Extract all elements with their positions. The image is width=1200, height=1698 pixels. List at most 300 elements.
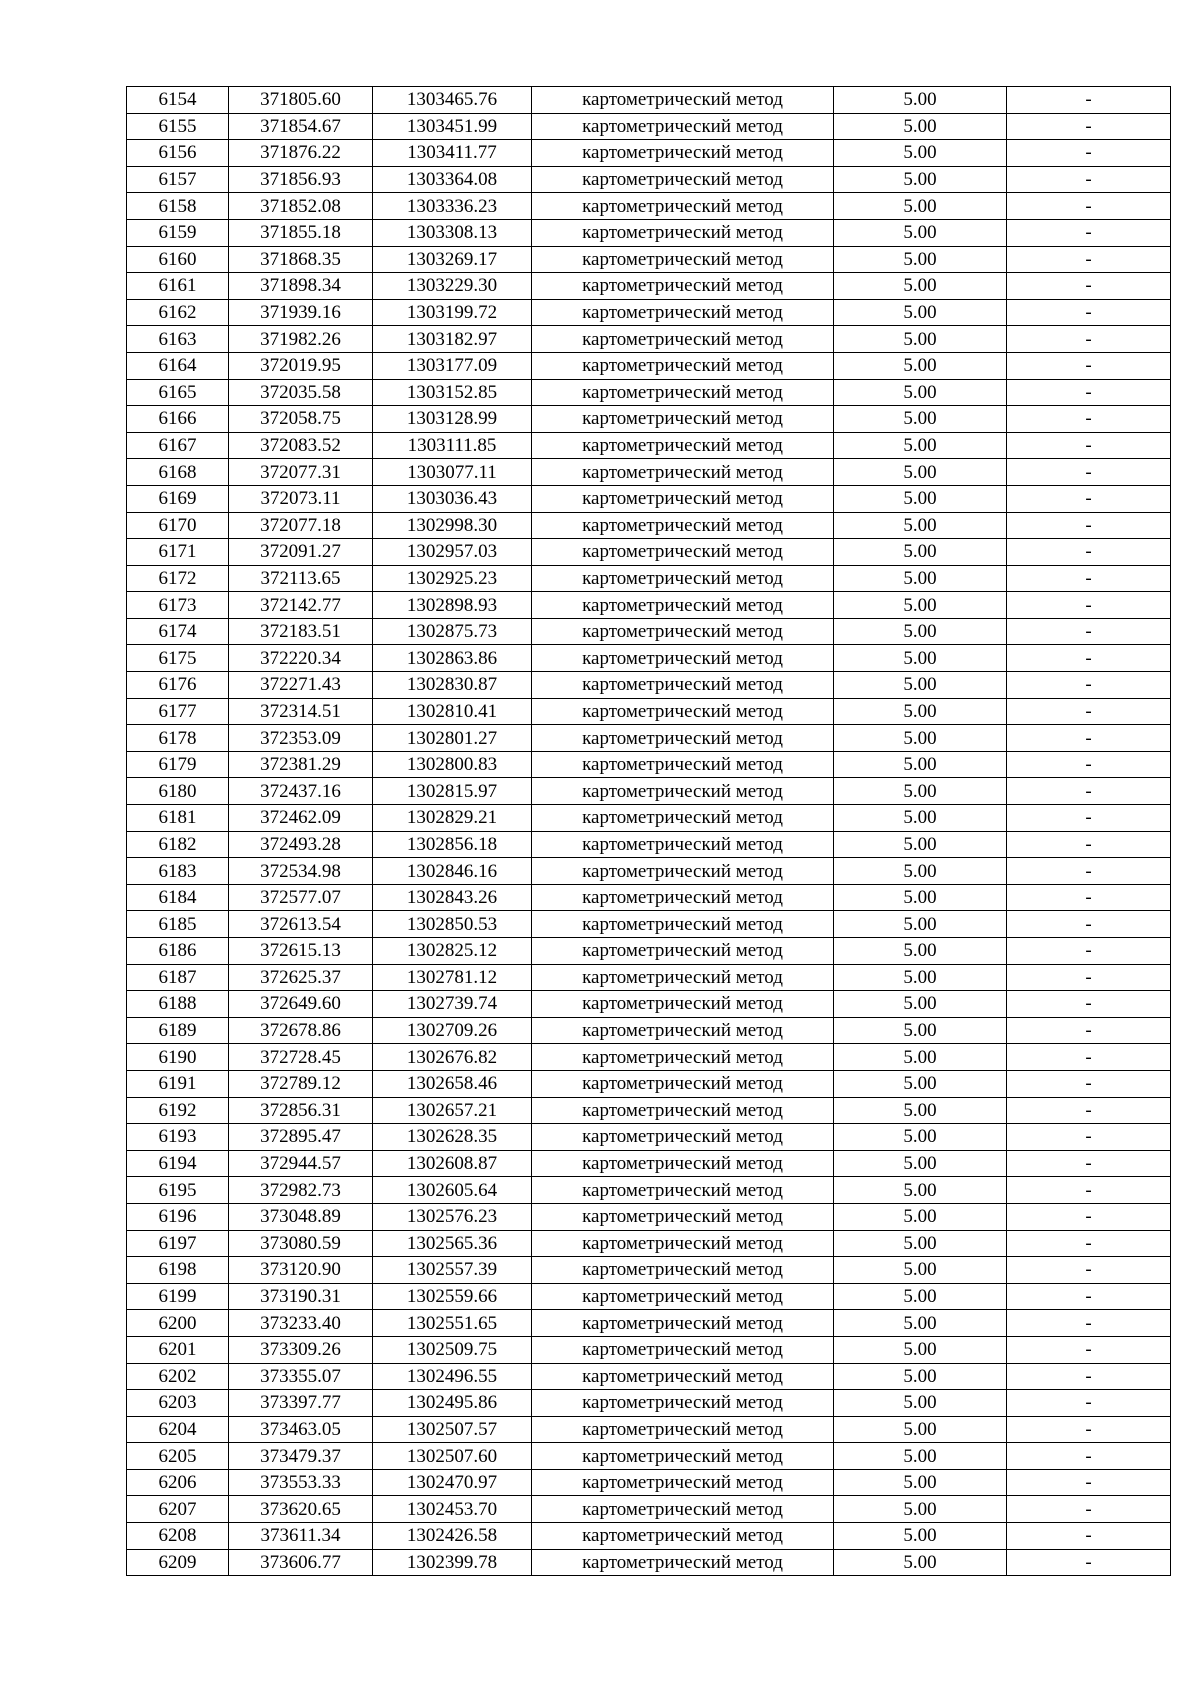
table-row — [127, 299, 1171, 326]
table-row — [127, 326, 1171, 353]
description-cell: - — [1007, 1097, 1171, 1124]
point-number-cell: 6161 — [127, 273, 229, 300]
x-coordinate-cell: 371982.26 — [229, 326, 373, 353]
description-cell: - — [1007, 1443, 1171, 1470]
point-number-cell: 6155 — [127, 113, 229, 140]
point-number-cell: 6181 — [127, 805, 229, 832]
description-cell: - — [1007, 1469, 1171, 1496]
x-coordinate-cell: 371854.67 — [229, 113, 373, 140]
table-row — [127, 1416, 1171, 1443]
y-coordinate-cell: 1302801.27 — [373, 725, 532, 752]
point-number-cell: 6168 — [127, 459, 229, 486]
x-coordinate-cell: 372678.86 — [229, 1017, 373, 1044]
x-coordinate-cell: 372534.98 — [229, 858, 373, 885]
description-cell: - — [1007, 539, 1171, 566]
accuracy-cell: 5.00 — [834, 645, 1007, 672]
y-coordinate-cell: 1303364.08 — [373, 166, 532, 193]
description-cell: - — [1007, 1150, 1171, 1177]
x-coordinate-cell: 372077.18 — [229, 512, 373, 539]
accuracy-cell: 5.00 — [834, 299, 1007, 326]
method-cell: картометрический метод — [532, 1283, 834, 1310]
description-cell: - — [1007, 831, 1171, 858]
table-row — [127, 1336, 1171, 1363]
accuracy-cell: 5.00 — [834, 379, 1007, 406]
description-cell: - — [1007, 991, 1171, 1018]
point-number-cell: 6195 — [127, 1177, 229, 1204]
x-coordinate-cell: 371868.35 — [229, 246, 373, 273]
point-number-cell: 6184 — [127, 884, 229, 911]
method-cell: картометрический метод — [532, 884, 834, 911]
accuracy-cell: 5.00 — [834, 432, 1007, 459]
description-cell: - — [1007, 565, 1171, 592]
x-coordinate-cell: 372058.75 — [229, 406, 373, 433]
description-cell: - — [1007, 1416, 1171, 1443]
x-coordinate-cell: 373233.40 — [229, 1310, 373, 1337]
point-number-cell: 6208 — [127, 1523, 229, 1550]
point-number-cell: 6186 — [127, 938, 229, 965]
accuracy-cell: 5.00 — [834, 485, 1007, 512]
y-coordinate-cell: 1302815.97 — [373, 778, 532, 805]
method-cell: картометрический метод — [532, 565, 834, 592]
x-coordinate-cell: 372353.09 — [229, 725, 373, 752]
accuracy-cell: 5.00 — [834, 512, 1007, 539]
description-cell: - — [1007, 1549, 1171, 1576]
table-row — [127, 1230, 1171, 1257]
x-coordinate-cell: 372625.37 — [229, 964, 373, 991]
y-coordinate-cell: 1302557.39 — [373, 1257, 532, 1284]
y-coordinate-cell: 1302830.87 — [373, 672, 532, 699]
table-row — [127, 778, 1171, 805]
method-cell: картометрический метод — [532, 246, 834, 273]
accuracy-cell: 5.00 — [834, 911, 1007, 938]
table-row — [127, 884, 1171, 911]
description-cell: - — [1007, 1203, 1171, 1230]
table-row — [127, 485, 1171, 512]
method-cell: картометрический метод — [532, 1390, 834, 1417]
table-row — [127, 1549, 1171, 1576]
table-row — [127, 1124, 1171, 1151]
table-row — [127, 1177, 1171, 1204]
point-number-cell: 6162 — [127, 299, 229, 326]
method-cell: картометрический метод — [532, 1017, 834, 1044]
method-cell: картометрический метод — [532, 299, 834, 326]
table-row — [127, 938, 1171, 965]
table-row — [127, 565, 1171, 592]
method-cell: картометрический метод — [532, 352, 834, 379]
y-coordinate-cell: 1302856.18 — [373, 831, 532, 858]
description-cell: - — [1007, 1363, 1171, 1390]
method-cell: картометрический метод — [532, 1097, 834, 1124]
table-row — [127, 1363, 1171, 1390]
table-row — [127, 1070, 1171, 1097]
method-cell: картометрический метод — [532, 751, 834, 778]
accuracy-cell: 5.00 — [834, 698, 1007, 725]
table-row — [127, 725, 1171, 752]
y-coordinate-cell: 1302863.86 — [373, 645, 532, 672]
method-cell: картометрический метод — [532, 778, 834, 805]
method-cell: картометрический метод — [532, 1177, 834, 1204]
method-cell: картометрический метод — [532, 1363, 834, 1390]
accuracy-cell: 5.00 — [834, 618, 1007, 645]
accuracy-cell: 5.00 — [834, 166, 1007, 193]
y-coordinate-cell: 1303199.72 — [373, 299, 532, 326]
x-coordinate-cell: 373190.31 — [229, 1283, 373, 1310]
x-coordinate-cell: 372220.34 — [229, 645, 373, 672]
description-cell: - — [1007, 672, 1171, 699]
accuracy-cell: 5.00 — [834, 1150, 1007, 1177]
table-row — [127, 858, 1171, 885]
accuracy-cell: 5.00 — [834, 1177, 1007, 1204]
method-cell: картометрический метод — [532, 140, 834, 167]
x-coordinate-cell: 372895.47 — [229, 1124, 373, 1151]
y-coordinate-cell: 1303269.17 — [373, 246, 532, 273]
description-cell: - — [1007, 778, 1171, 805]
x-coordinate-cell: 372493.28 — [229, 831, 373, 858]
table-row — [127, 1310, 1171, 1337]
accuracy-cell: 5.00 — [834, 1416, 1007, 1443]
method-cell: картометрический метод — [532, 1230, 834, 1257]
y-coordinate-cell: 1302829.21 — [373, 805, 532, 832]
y-coordinate-cell: 1302925.23 — [373, 565, 532, 592]
table-row — [127, 805, 1171, 832]
y-coordinate-cell: 1302453.70 — [373, 1496, 532, 1523]
point-number-cell: 6187 — [127, 964, 229, 991]
method-cell: картометрический метод — [532, 1203, 834, 1230]
x-coordinate-cell: 372982.73 — [229, 1177, 373, 1204]
x-coordinate-cell: 372789.12 — [229, 1070, 373, 1097]
table-row — [127, 1443, 1171, 1470]
accuracy-cell: 5.00 — [834, 1390, 1007, 1417]
table-row — [127, 193, 1171, 220]
description-cell: - — [1007, 299, 1171, 326]
description-cell: - — [1007, 459, 1171, 486]
y-coordinate-cell: 1302825.12 — [373, 938, 532, 965]
accuracy-cell: 5.00 — [834, 406, 1007, 433]
description-cell: - — [1007, 219, 1171, 246]
point-number-cell: 6169 — [127, 485, 229, 512]
point-number-cell: 6204 — [127, 1416, 229, 1443]
method-cell: картометрический метод — [532, 87, 834, 114]
description-cell: - — [1007, 938, 1171, 965]
description-cell: - — [1007, 485, 1171, 512]
y-coordinate-cell: 1303336.23 — [373, 193, 532, 220]
description-cell: - — [1007, 352, 1171, 379]
description-cell: - — [1007, 246, 1171, 273]
x-coordinate-cell: 371852.08 — [229, 193, 373, 220]
y-coordinate-cell: 1302496.55 — [373, 1363, 532, 1390]
point-number-cell: 6170 — [127, 512, 229, 539]
table-row — [127, 379, 1171, 406]
description-cell: - — [1007, 140, 1171, 167]
description-cell: - — [1007, 1044, 1171, 1071]
y-coordinate-cell: 1302559.66 — [373, 1283, 532, 1310]
method-cell: картометрический метод — [532, 592, 834, 619]
method-cell: картометрический метод — [532, 219, 834, 246]
table-row — [127, 87, 1171, 114]
description-cell: - — [1007, 1310, 1171, 1337]
accuracy-cell: 5.00 — [834, 87, 1007, 114]
accuracy-cell: 5.00 — [834, 1496, 1007, 1523]
table-row — [127, 140, 1171, 167]
y-coordinate-cell: 1302658.46 — [373, 1070, 532, 1097]
method-cell: картометрический метод — [532, 1443, 834, 1470]
y-coordinate-cell: 1302657.21 — [373, 1097, 532, 1124]
method-cell: картометрический метод — [532, 459, 834, 486]
y-coordinate-cell: 1302850.53 — [373, 911, 532, 938]
accuracy-cell: 5.00 — [834, 140, 1007, 167]
point-number-cell: 6203 — [127, 1390, 229, 1417]
accuracy-cell: 5.00 — [834, 1070, 1007, 1097]
accuracy-cell: 5.00 — [834, 805, 1007, 832]
y-coordinate-cell: 1303036.43 — [373, 485, 532, 512]
x-coordinate-cell: 372113.65 — [229, 565, 373, 592]
x-coordinate-cell: 372314.51 — [229, 698, 373, 725]
point-number-cell: 6190 — [127, 1044, 229, 1071]
table-row — [127, 166, 1171, 193]
y-coordinate-cell: 1302810.41 — [373, 698, 532, 725]
table-row — [127, 539, 1171, 566]
table-row — [127, 1523, 1171, 1550]
x-coordinate-cell: 372728.45 — [229, 1044, 373, 1071]
y-coordinate-cell: 1302676.82 — [373, 1044, 532, 1071]
table-row — [127, 645, 1171, 672]
method-cell: картометрический метод — [532, 1523, 834, 1550]
accuracy-cell: 5.00 — [834, 1469, 1007, 1496]
description-cell: - — [1007, 1283, 1171, 1310]
description-cell: - — [1007, 858, 1171, 885]
description-cell: - — [1007, 751, 1171, 778]
method-cell: картометрический метод — [532, 1549, 834, 1576]
table-row — [127, 751, 1171, 778]
table-row — [127, 352, 1171, 379]
x-coordinate-cell: 373463.05 — [229, 1416, 373, 1443]
table-row — [127, 1044, 1171, 1071]
accuracy-cell: 5.00 — [834, 459, 1007, 486]
y-coordinate-cell: 1302957.03 — [373, 539, 532, 566]
method-cell: картометрический метод — [532, 618, 834, 645]
point-number-cell: 6174 — [127, 618, 229, 645]
method-cell: картометрический метод — [532, 805, 834, 832]
point-number-cell: 6199 — [127, 1283, 229, 1310]
description-cell: - — [1007, 326, 1171, 353]
y-coordinate-cell: 1302709.26 — [373, 1017, 532, 1044]
description-cell: - — [1007, 1496, 1171, 1523]
method-cell: картометрический метод — [532, 539, 834, 566]
table-row — [127, 246, 1171, 273]
table-row — [127, 459, 1171, 486]
table-row — [127, 432, 1171, 459]
table-row — [127, 1496, 1171, 1523]
y-coordinate-cell: 1303152.85 — [373, 379, 532, 406]
y-coordinate-cell: 1303182.97 — [373, 326, 532, 353]
y-coordinate-cell: 1302998.30 — [373, 512, 532, 539]
y-coordinate-cell: 1302843.26 — [373, 884, 532, 911]
x-coordinate-cell: 372091.27 — [229, 539, 373, 566]
method-cell: картометрический метод — [532, 911, 834, 938]
x-coordinate-cell: 373479.37 — [229, 1443, 373, 1470]
description-cell: - — [1007, 1124, 1171, 1151]
x-coordinate-cell: 372577.07 — [229, 884, 373, 911]
point-number-cell: 6189 — [127, 1017, 229, 1044]
y-coordinate-cell: 1302739.74 — [373, 991, 532, 1018]
point-number-cell: 6180 — [127, 778, 229, 805]
table-row — [127, 964, 1171, 991]
table-row — [127, 1203, 1171, 1230]
x-coordinate-cell: 371855.18 — [229, 219, 373, 246]
point-number-cell: 6179 — [127, 751, 229, 778]
method-cell: картометрический метод — [532, 1070, 834, 1097]
point-number-cell: 6207 — [127, 1496, 229, 1523]
table-row — [127, 219, 1171, 246]
table-row — [127, 1017, 1171, 1044]
accuracy-cell: 5.00 — [834, 113, 1007, 140]
y-coordinate-cell: 1303465.76 — [373, 87, 532, 114]
x-coordinate-cell: 373080.59 — [229, 1230, 373, 1257]
table-row — [127, 991, 1171, 1018]
y-coordinate-cell: 1302800.83 — [373, 751, 532, 778]
accuracy-cell: 5.00 — [834, 1363, 1007, 1390]
accuracy-cell: 5.00 — [834, 778, 1007, 805]
accuracy-cell: 5.00 — [834, 1283, 1007, 1310]
x-coordinate-cell: 373397.77 — [229, 1390, 373, 1417]
accuracy-cell: 5.00 — [834, 964, 1007, 991]
description-cell: - — [1007, 87, 1171, 114]
point-number-cell: 6156 — [127, 140, 229, 167]
table-row — [127, 618, 1171, 645]
point-number-cell: 6192 — [127, 1097, 229, 1124]
table-row — [127, 698, 1171, 725]
point-number-cell: 6157 — [127, 166, 229, 193]
accuracy-cell: 5.00 — [834, 273, 1007, 300]
point-number-cell: 6177 — [127, 698, 229, 725]
y-coordinate-cell: 1302781.12 — [373, 964, 532, 991]
accuracy-cell: 5.00 — [834, 539, 1007, 566]
y-coordinate-cell: 1302576.23 — [373, 1203, 532, 1230]
table-row — [127, 1469, 1171, 1496]
accuracy-cell: 5.00 — [834, 1443, 1007, 1470]
y-coordinate-cell: 1302608.87 — [373, 1150, 532, 1177]
accuracy-cell: 5.00 — [834, 725, 1007, 752]
y-coordinate-cell: 1302875.73 — [373, 618, 532, 645]
point-number-cell: 6202 — [127, 1363, 229, 1390]
accuracy-cell: 5.00 — [834, 831, 1007, 858]
description-cell: - — [1007, 1336, 1171, 1363]
point-number-cell: 6159 — [127, 219, 229, 246]
x-coordinate-cell: 372462.09 — [229, 805, 373, 832]
y-coordinate-cell: 1303411.77 — [373, 140, 532, 167]
table-row — [127, 1150, 1171, 1177]
method-cell: картометрический метод — [532, 485, 834, 512]
x-coordinate-cell: 373309.26 — [229, 1336, 373, 1363]
x-coordinate-cell: 371939.16 — [229, 299, 373, 326]
x-coordinate-cell: 372615.13 — [229, 938, 373, 965]
description-cell: - — [1007, 193, 1171, 220]
y-coordinate-cell: 1302507.57 — [373, 1416, 532, 1443]
y-coordinate-cell: 1302509.75 — [373, 1336, 532, 1363]
y-coordinate-cell: 1302605.64 — [373, 1177, 532, 1204]
accuracy-cell: 5.00 — [834, 1549, 1007, 1576]
method-cell: картометрический метод — [532, 938, 834, 965]
y-coordinate-cell: 1302470.97 — [373, 1469, 532, 1496]
point-number-cell: 6178 — [127, 725, 229, 752]
description-cell: - — [1007, 166, 1171, 193]
method-cell: картометрический метод — [532, 1336, 834, 1363]
description-cell: - — [1007, 884, 1171, 911]
point-number-cell: 6167 — [127, 432, 229, 459]
accuracy-cell: 5.00 — [834, 326, 1007, 353]
method-cell: картометрический метод — [532, 725, 834, 752]
method-cell: картометрический метод — [532, 512, 834, 539]
accuracy-cell: 5.00 — [834, 219, 1007, 246]
coordinates-table — [126, 86, 1171, 1576]
x-coordinate-cell: 371805.60 — [229, 87, 373, 114]
description-cell: - — [1007, 911, 1171, 938]
method-cell: картометрический метод — [532, 379, 834, 406]
accuracy-cell: 5.00 — [834, 352, 1007, 379]
method-cell: картометрический метод — [532, 831, 834, 858]
x-coordinate-cell: 372856.31 — [229, 1097, 373, 1124]
y-coordinate-cell: 1302495.86 — [373, 1390, 532, 1417]
x-coordinate-cell: 372035.58 — [229, 379, 373, 406]
table-row — [127, 831, 1171, 858]
y-coordinate-cell: 1303177.09 — [373, 352, 532, 379]
point-number-cell: 6160 — [127, 246, 229, 273]
accuracy-cell: 5.00 — [834, 246, 1007, 273]
description-cell: - — [1007, 1390, 1171, 1417]
method-cell: картометрический метод — [532, 1124, 834, 1151]
description-cell: - — [1007, 1177, 1171, 1204]
y-coordinate-cell: 1302426.58 — [373, 1523, 532, 1550]
accuracy-cell: 5.00 — [834, 1523, 1007, 1550]
point-number-cell: 6172 — [127, 565, 229, 592]
description-cell: - — [1007, 1523, 1171, 1550]
method-cell: картометрический метод — [532, 645, 834, 672]
accuracy-cell: 5.00 — [834, 193, 1007, 220]
point-number-cell: 6165 — [127, 379, 229, 406]
point-number-cell: 6205 — [127, 1443, 229, 1470]
method-cell: картометрический метод — [532, 113, 834, 140]
accuracy-cell: 5.00 — [834, 1230, 1007, 1257]
description-cell: - — [1007, 592, 1171, 619]
accuracy-cell: 5.00 — [834, 858, 1007, 885]
y-coordinate-cell: 1302551.65 — [373, 1310, 532, 1337]
accuracy-cell: 5.00 — [834, 1310, 1007, 1337]
description-cell: - — [1007, 1017, 1171, 1044]
y-coordinate-cell: 1302565.36 — [373, 1230, 532, 1257]
method-cell: картометрический метод — [532, 698, 834, 725]
method-cell: картометрический метод — [532, 1496, 834, 1523]
y-coordinate-cell: 1302507.60 — [373, 1443, 532, 1470]
x-coordinate-cell: 373048.89 — [229, 1203, 373, 1230]
description-cell: - — [1007, 113, 1171, 140]
accuracy-cell: 5.00 — [834, 1097, 1007, 1124]
x-coordinate-cell: 373606.77 — [229, 1549, 373, 1576]
point-number-cell: 6193 — [127, 1124, 229, 1151]
method-cell: картометрический метод — [532, 672, 834, 699]
x-coordinate-cell: 372142.77 — [229, 592, 373, 619]
table-row — [127, 273, 1171, 300]
y-coordinate-cell: 1303229.30 — [373, 273, 532, 300]
description-cell: - — [1007, 698, 1171, 725]
accuracy-cell: 5.00 — [834, 1203, 1007, 1230]
description-cell: - — [1007, 406, 1171, 433]
method-cell: картометрический метод — [532, 1044, 834, 1071]
method-cell: картометрический метод — [532, 166, 834, 193]
point-number-cell: 6163 — [127, 326, 229, 353]
point-number-cell: 6154 — [127, 87, 229, 114]
table-body — [127, 87, 1171, 1576]
x-coordinate-cell: 372944.57 — [229, 1150, 373, 1177]
